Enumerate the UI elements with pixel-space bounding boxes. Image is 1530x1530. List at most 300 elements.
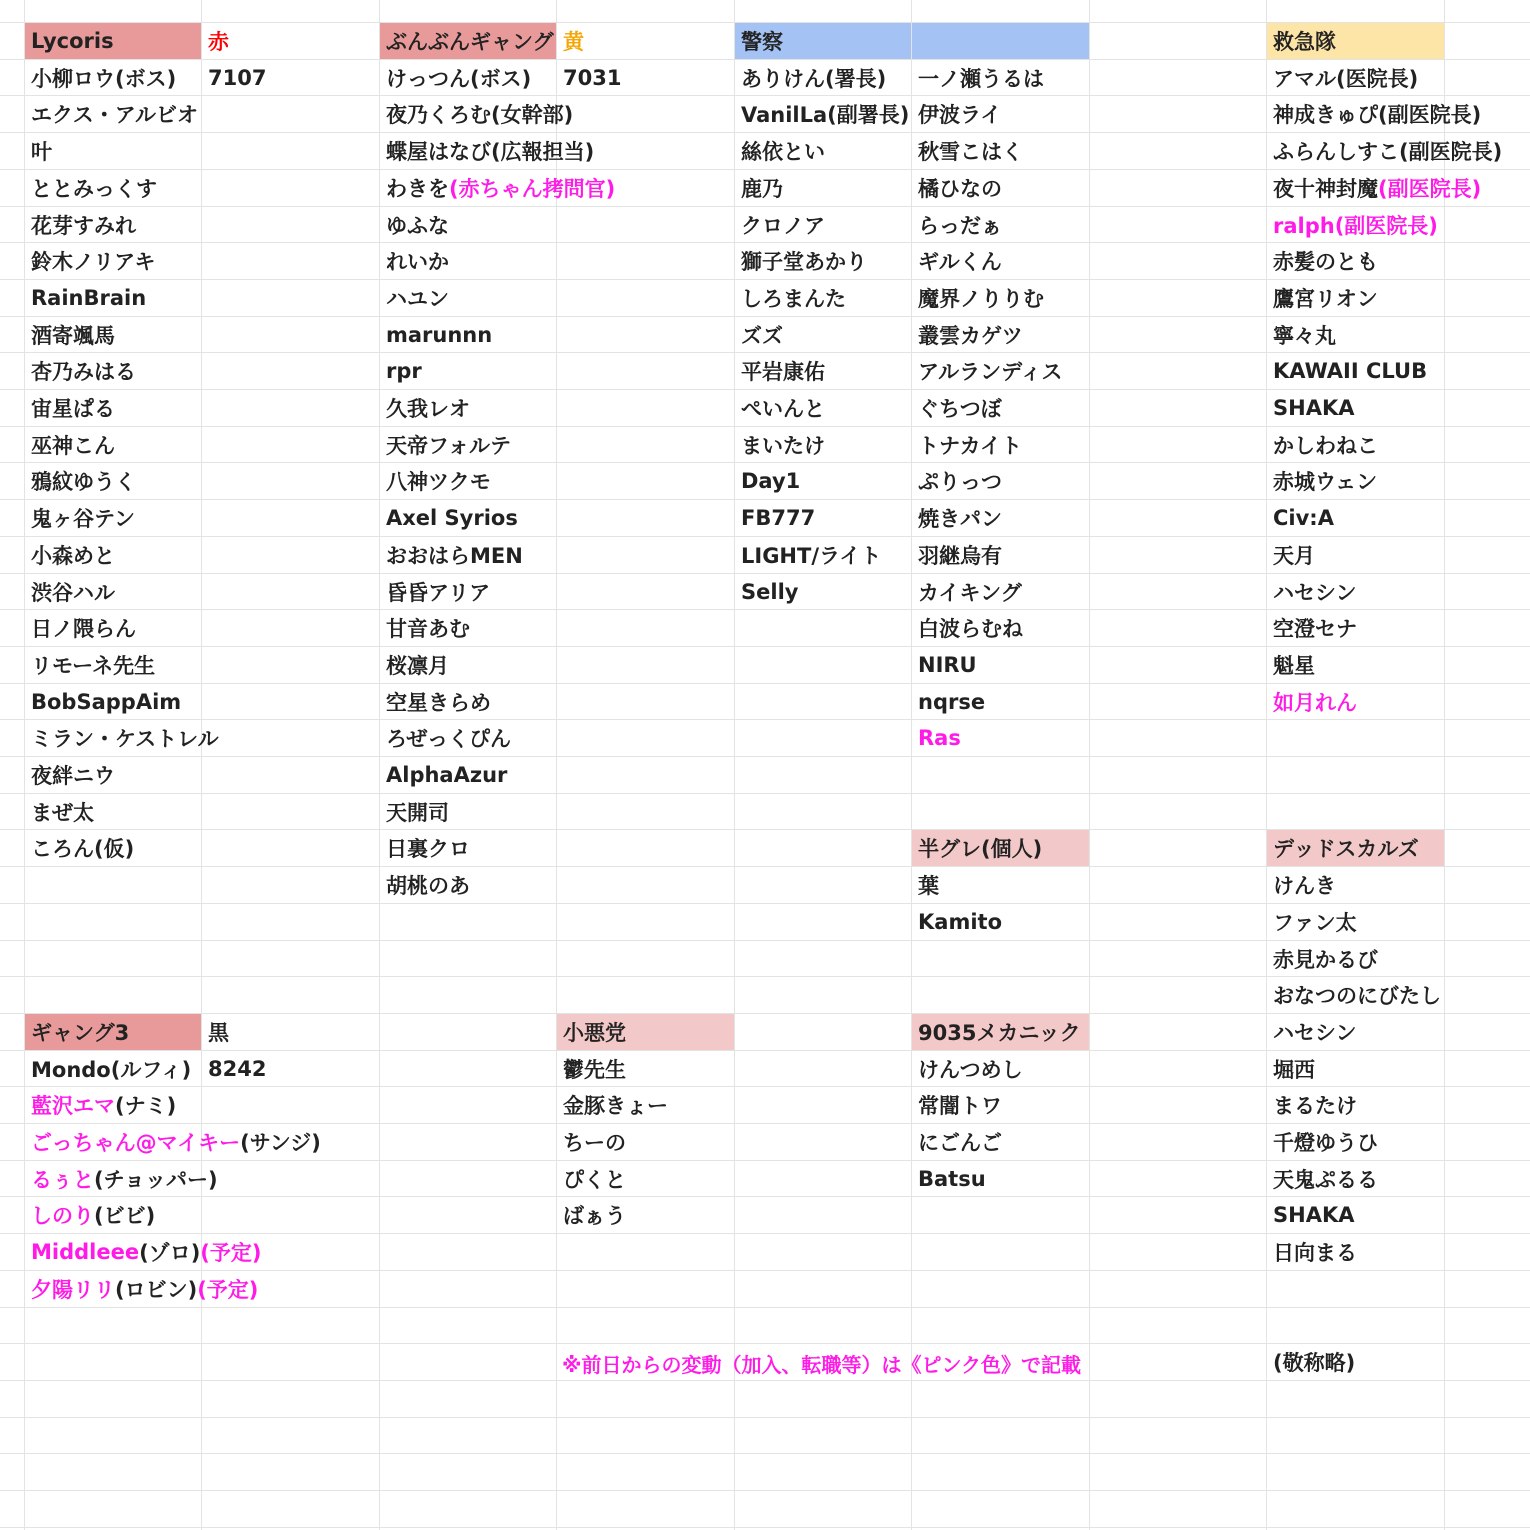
cell-5-11[interactable] [912, 427, 1026, 462]
cell-text: 夜絆ニウ [31, 764, 115, 788]
cell-7-31[interactable] [1267, 1161, 1382, 1196]
cell-text: けっつん(ボス) [386, 66, 532, 91]
cell-3-31[interactable] [557, 1161, 630, 1196]
cell-text: 甘音あむ [386, 617, 470, 641]
cell-text: 空澄セナ [1273, 617, 1357, 641]
cell-text: ばぁう [563, 1204, 626, 1228]
cell-text: クロノア [741, 213, 825, 238]
grid-row-line [0, 1307, 1530, 1308]
cell-3-30[interactable] [557, 1124, 630, 1160]
grid-col-line [1089, 0, 1090, 1530]
cell-5-15[interactable] [912, 574, 1026, 609]
pink-text: るぅと [31, 1167, 94, 1192]
cell-text: かしわねこ [1273, 433, 1378, 458]
cell-2-11[interactable] [380, 427, 515, 462]
cell-text: ぶんぶんギャング [386, 30, 554, 54]
cell-text: (サンジ) [240, 1131, 321, 1155]
cell-text: 赤見かるび [1273, 947, 1378, 972]
cell-0-17[interactable] [25, 647, 159, 683]
cell-text: 黒 [208, 1021, 229, 1045]
cell-7-8[interactable] [1267, 317, 1340, 352]
cell-2-5[interactable] [380, 207, 453, 242]
cell-2-4[interactable] [380, 170, 619, 206]
cell-text: トナカイト [918, 433, 1022, 458]
cell-text: nqrse [918, 689, 986, 714]
cell-0-34[interactable] [25, 1271, 262, 1307]
cell-text: ハセシン [1273, 580, 1357, 605]
cell-5-10[interactable] [912, 390, 1006, 426]
cell-text: 杏乃みはる [31, 360, 136, 384]
cell-text: カイキング [918, 580, 1022, 605]
cell-text: KAWAII CLUB [1273, 359, 1428, 383]
cell-text: おなつのにびたし [1273, 984, 1441, 1008]
cell-text: (チョッパー) [94, 1167, 218, 1192]
cell-text: 小森めと [31, 544, 115, 568]
cell-text: 宙星ぱる [31, 397, 115, 421]
cell-5-4[interactable] [912, 170, 1006, 206]
cell-7-12[interactable] [1267, 463, 1381, 499]
cell-text: ぷりっつ [918, 470, 1002, 494]
cell-text: 堀西 [1273, 1057, 1315, 1082]
cell-text: VanilLa(副署長) [741, 103, 910, 127]
cell-4-4[interactable] [735, 170, 911, 206]
cell-text: 8242 [208, 1056, 267, 1081]
cell-7-32[interactable] [1267, 1197, 1358, 1233]
cell-text: ミラン・ケストレル [31, 727, 219, 751]
cell-7-30[interactable] [1267, 1124, 1382, 1160]
pink-text: 藍沢エマ [31, 1094, 115, 1118]
cell-5-30[interactable] [912, 1124, 1006, 1160]
cell-2-19[interactable] [380, 720, 515, 756]
cell-0-20[interactable] [25, 757, 119, 793]
cell-text: 胡桃のあ [386, 874, 470, 898]
cell-text: ズズ [741, 323, 783, 348]
cell-text: ぺいんと [741, 397, 825, 421]
cell-text: リモーネ先生 [31, 654, 156, 678]
cell-text: marunnn [386, 322, 493, 347]
cell-7-6[interactable] [1267, 243, 1382, 279]
cell-5-31[interactable] [912, 1161, 990, 1196]
grid-row-line [0, 756, 1530, 757]
pink-text: ralph(副医院長) [1273, 213, 1438, 238]
cell-text: 半グレ(個人) [918, 837, 1043, 861]
cell-5-9[interactable] [912, 353, 1066, 389]
cell-0-14[interactable] [25, 537, 119, 573]
cell-0-4[interactable] [25, 170, 161, 206]
cell-text: ぴくと [563, 1167, 626, 1192]
cell-text: ふらんしすこ(副医院長) [1273, 140, 1503, 164]
cell-2-15[interactable] [380, 574, 494, 609]
cell-4-14[interactable] [735, 537, 911, 573]
cell-text: BobSappAim [31, 689, 182, 714]
cell-text: 日裏クロ [386, 837, 470, 861]
cell-text: 叶 [31, 140, 52, 164]
cell-text: アルランディス [918, 360, 1063, 384]
cell-text: 鷹宮リオン [1273, 287, 1378, 311]
cell-text: 魔界ノりりむ [918, 287, 1044, 311]
cell-text: rpr [386, 359, 422, 383]
pink-text: (予定) [197, 1278, 259, 1302]
cell-text: 酒寄颯馬 [31, 323, 115, 348]
cell-2-1[interactable] [380, 60, 556, 95]
cell-5-5[interactable] [912, 207, 1006, 242]
cell-7-36[interactable] [1267, 1344, 1359, 1380]
cell-text: 夜乃くろむ(女幹部) [386, 103, 574, 127]
cell-5-2[interactable] [912, 96, 1005, 132]
grid-row-line [0, 719, 1530, 720]
cell-text: 白波らむね [918, 617, 1023, 641]
cell-text: 夜十神封魔 [1273, 177, 1378, 201]
cell-5-23[interactable] [912, 867, 943, 903]
cell-text: 日ノ隈らん [31, 617, 136, 641]
cell-4-1[interactable] [735, 60, 911, 95]
pink-text: (副医院長) [1378, 177, 1482, 201]
cell-text: デッドスカルズ [1273, 837, 1419, 861]
cell-text: ちーの [563, 1131, 626, 1155]
cell-1-1[interactable] [202, 60, 379, 95]
cell-text: Civ:A [1273, 506, 1334, 530]
legend-note: ※前日からの変動（加入、転職等）は《ピンク色》で記載 [562, 1352, 1082, 1377]
cell-0-7[interactable] [25, 280, 150, 316]
cell-text: 秋雪こはく [918, 140, 1023, 164]
cell-text: (ロビン) [115, 1278, 198, 1302]
cell-text: 叢雲カゲツ [918, 323, 1023, 348]
cell-text: 昏昏アリア [386, 580, 491, 605]
cell-text: ろぜっくぴん [386, 727, 511, 751]
cell-7-23[interactable] [1267, 867, 1340, 903]
cell-0-16[interactable] [25, 610, 140, 646]
cell-5-6[interactable] [912, 243, 1006, 279]
cell-text: 葉 [918, 874, 939, 898]
cell-text: 鹿乃 [741, 177, 783, 201]
cell-text: けんき [1273, 874, 1336, 898]
cell-text: エクス・アルビオ [31, 103, 198, 127]
cell-text: SHAKA [1273, 396, 1355, 420]
cell-0-0[interactable] [25, 23, 201, 59]
cell-text: アマル(医院長) [1273, 66, 1419, 91]
cell-text: わきを [386, 177, 449, 201]
cell-5-17[interactable] [912, 647, 981, 683]
cell-7-16[interactable] [1267, 610, 1361, 646]
cell-text: 巫神こん [31, 433, 115, 458]
cell-text: ころん(仮) [31, 837, 135, 861]
pink-text: 夕陽リリ [31, 1278, 115, 1302]
cell-text: 日向まる [1273, 1241, 1357, 1265]
cell-text: 天鬼ぷるる [1273, 1167, 1378, 1192]
cell-text: まいたけ [741, 433, 825, 458]
cell-0-15[interactable] [25, 574, 119, 609]
pink-text: 如月れん [1273, 690, 1357, 715]
cell-text: 一ノ瀬うるは [918, 66, 1044, 91]
cell-text: 鬼ヶ谷テン [31, 507, 135, 531]
cell-5-19[interactable] [912, 720, 965, 756]
cell-7-13[interactable] [1267, 500, 1338, 536]
cell-5-14[interactable] [912, 537, 1006, 573]
cell-text: 小柳ロウ(ボス) [31, 66, 177, 91]
cell-7-5[interactable] [1267, 207, 1442, 242]
cell-2-22[interactable] [380, 830, 474, 866]
cell-2-13[interactable] [380, 500, 522, 536]
cell-text: (ゾロ) [139, 1241, 201, 1265]
cell-0-32[interactable] [25, 1197, 159, 1233]
cell-text: Mondo(ルフィ) [31, 1057, 192, 1082]
cell-text: 久我レオ [386, 397, 470, 421]
cell-text: (ナミ) [115, 1094, 177, 1118]
cell-0-21[interactable] [25, 794, 98, 829]
pink-text: Middleee [31, 1240, 140, 1264]
cell-0-2[interactable] [25, 96, 202, 132]
cell-text: Kamito [918, 910, 1002, 934]
cell-text: 小悪党 [563, 1021, 626, 1045]
cell-text: Lycoris [31, 29, 114, 53]
cell-text: 渋谷ハル [31, 580, 115, 605]
cell-0-6[interactable] [25, 243, 159, 279]
cell-0-33[interactable] [25, 1234, 266, 1270]
cell-2-3[interactable] [380, 133, 598, 169]
cell-text: Batsu [918, 1166, 986, 1191]
cell-text: FB777 [741, 506, 816, 530]
cell-text: しろまんた [741, 287, 846, 311]
cell-7-0[interactable] [1267, 23, 1444, 59]
cell-0-31[interactable] [25, 1161, 222, 1196]
cell-text: 赤城ウェン [1273, 470, 1378, 494]
cell-3-29[interactable] [557, 1087, 672, 1123]
cell-text: RainBrain [31, 286, 147, 310]
cell-7-29[interactable] [1267, 1087, 1361, 1123]
cell-text: 千燈ゆうひ [1273, 1131, 1378, 1155]
grid-row-line [0, 1490, 1530, 1491]
cell-text: 赤髪のとも [1273, 250, 1378, 274]
cell-0-8[interactable] [25, 317, 119, 352]
cell-text: ありけん(署長) [741, 66, 887, 91]
cell-5-18[interactable] [912, 684, 989, 719]
cell-3-0[interactable] [557, 23, 734, 59]
cell-5-29[interactable] [912, 1087, 1006, 1123]
cell-text: 常闇トワ [918, 1094, 1002, 1118]
cell-4-8[interactable] [735, 317, 911, 352]
cell-4-10[interactable] [735, 390, 911, 426]
cell-5-1[interactable] [912, 60, 1048, 95]
cell-0-5[interactable] [25, 207, 140, 242]
cell-text: 焼きパン [918, 507, 1002, 531]
cell-text: 天帝フォルテ [386, 433, 511, 458]
cell-text: ととみっくす [31, 177, 157, 201]
cell-4-6[interactable] [735, 243, 911, 279]
cell-7-33[interactable] [1267, 1234, 1361, 1270]
cell-2-16[interactable] [380, 610, 474, 646]
cell-text: おおはらMEN [386, 544, 523, 568]
cell-2-8[interactable] [380, 317, 496, 352]
cell-text: 魁星 [1273, 654, 1315, 678]
cell-text: ハユン [386, 287, 449, 311]
cell-text: AlphaAzur [386, 763, 508, 787]
cell-text: ギャング3 [31, 1021, 130, 1045]
cell-1-0[interactable] [202, 23, 379, 59]
cell-7-24[interactable] [1267, 904, 1361, 940]
cell-4-0[interactable] [735, 23, 911, 59]
cell-text: ゆふな [386, 213, 449, 238]
cell-4-15[interactable] [735, 574, 911, 609]
cell-text: 花芽すみれ [31, 213, 136, 238]
cell-5-16[interactable] [912, 610, 1027, 646]
cell-0-30[interactable] [25, 1124, 325, 1160]
cell-5-27[interactable] [912, 1014, 1089, 1050]
cell-0-11[interactable] [25, 427, 119, 462]
cell-text: 黄 [563, 30, 584, 54]
cell-4-9[interactable] [735, 353, 911, 389]
cell-7-2[interactable] [1267, 96, 1485, 132]
cell-0-12[interactable] [25, 463, 140, 499]
cell-2-23[interactable] [380, 867, 474, 903]
cell-7-7[interactable] [1267, 280, 1382, 316]
cell-2-9[interactable] [380, 353, 426, 389]
cell-text: れいか [386, 250, 449, 274]
cell-text: Selly [741, 579, 799, 604]
cell-2-12[interactable] [380, 463, 495, 499]
cell-5-7[interactable] [912, 280, 1048, 316]
cell-2-0[interactable] [380, 23, 556, 59]
cell-7-3[interactable] [1267, 133, 1506, 169]
cell-text: けんつめし [918, 1057, 1023, 1082]
cell-text: SHAKA [1273, 1203, 1355, 1227]
cell-7-18[interactable] [1267, 684, 1361, 719]
cell-5-22[interactable] [912, 830, 1089, 866]
cell-text: NIRU [918, 653, 977, 677]
cell-0-1[interactable] [25, 60, 201, 95]
cell-text: 9035メカニック [918, 1021, 1081, 1045]
cell-text: 赤 [208, 30, 229, 54]
cell-text: 桜凛月 [386, 654, 449, 678]
grid-row-line [0, 1417, 1530, 1418]
cell-7-25[interactable] [1267, 941, 1382, 976]
cell-5-8[interactable] [912, 317, 1027, 352]
cell-7-11[interactable] [1267, 427, 1382, 462]
cell-text: 神成きゅぴ(副医院長) [1273, 103, 1482, 127]
cell-2-17[interactable] [380, 647, 453, 683]
cell-4-13[interactable] [735, 500, 911, 536]
cell-0-27[interactable] [25, 1014, 201, 1050]
cell-7-27[interactable] [1267, 1014, 1360, 1050]
cell-2-18[interactable] [380, 684, 495, 719]
cell-7-26[interactable] [1267, 977, 1445, 1013]
cell-7-4[interactable] [1267, 170, 1485, 206]
cell-4-11[interactable] [735, 427, 911, 462]
cell-text: 蝶屋はなび(広報担当) [386, 140, 595, 164]
cell-text: ファン太 [1273, 911, 1357, 935]
cell-4-2[interactable] [735, 96, 911, 132]
cell-7-22[interactable] [1267, 830, 1444, 866]
grid-row-line [0, 1453, 1530, 1454]
cell-1-28[interactable] [202, 1051, 270, 1086]
cell-text: 鴉紋ゆうく [31, 470, 136, 494]
cell-text: 空星きらめ [386, 690, 491, 715]
cell-0-3[interactable] [25, 133, 56, 169]
cell-text: らっだぁ [918, 213, 1002, 238]
cell-0-19[interactable] [25, 720, 223, 756]
cell-7-15[interactable] [1267, 574, 1360, 609]
grid-row-line [0, 793, 1530, 794]
cell-text: ハセシン [1273, 1021, 1357, 1045]
cell-7-14[interactable] [1267, 537, 1319, 573]
cell-text: 絲依とい [741, 140, 825, 164]
cell-2-10[interactable] [380, 390, 474, 426]
cell-4-7[interactable] [735, 280, 911, 316]
cell-7-1[interactable] [1267, 60, 1422, 95]
cell-text: (ビビ) [94, 1204, 156, 1228]
cell-text: 救急隊 [1273, 30, 1336, 54]
cell-text: 橘ひなの [918, 177, 1002, 201]
pink-text: ごっちゃん@マイキー [31, 1131, 241, 1155]
cell-7-28[interactable] [1267, 1051, 1319, 1086]
cell-text: 天開司 [386, 800, 449, 825]
cell-4-5[interactable] [735, 207, 911, 242]
cell-0-13[interactable] [25, 500, 139, 536]
cell-0-28[interactable] [25, 1051, 201, 1086]
cell-2-20[interactable] [380, 757, 511, 793]
cell-7-10[interactable] [1267, 390, 1358, 426]
cell-5-0[interactable] [912, 23, 1089, 59]
cell-2-6[interactable] [380, 243, 453, 279]
cell-text: Day1 [741, 469, 801, 493]
cell-3-32[interactable] [557, 1197, 630, 1233]
cell-0-29[interactable] [25, 1087, 180, 1123]
cell-text: 羽継烏有 [918, 544, 1002, 568]
cell-0-10[interactable] [25, 390, 119, 426]
cell-text: 八神ツクモ [386, 470, 491, 494]
cell-0-9[interactable] [25, 353, 140, 389]
cell-text: 獅子堂あかり [741, 250, 867, 274]
pink-text: (予定) [200, 1241, 262, 1265]
cell-3-1[interactable] [557, 60, 734, 95]
cell-text: 天月 [1273, 544, 1315, 568]
pink-text: Ras [918, 726, 961, 750]
cell-4-3[interactable] [735, 133, 911, 169]
cell-5-13[interactable] [912, 500, 1006, 536]
cell-text: まるたけ [1273, 1094, 1357, 1118]
cell-text: 伊波ライ [918, 103, 1002, 127]
grid-row-line [0, 1527, 1530, 1528]
pink-text: しのり [31, 1204, 94, 1228]
cell-7-9[interactable] [1267, 353, 1431, 389]
cell-2-2[interactable] [380, 96, 577, 132]
grid-col-line [1444, 0, 1445, 1530]
cell-7-17[interactable] [1267, 647, 1319, 683]
cell-text: まぜ太 [31, 800, 94, 825]
cell-text: 7107 [208, 65, 267, 90]
cell-0-22[interactable] [25, 830, 138, 866]
cell-5-3[interactable] [912, 133, 1027, 169]
cell-text: 鈴木ノリアキ [31, 250, 156, 274]
cell-5-12[interactable] [912, 463, 1006, 499]
cell-0-18[interactable] [25, 684, 185, 719]
grid-col-line [556, 0, 557, 1530]
cell-3-27[interactable] [557, 1014, 734, 1050]
cell-1-27[interactable] [202, 1014, 233, 1050]
cell-2-14[interactable] [380, 537, 527, 573]
cell-text: ギルくん [918, 250, 1002, 274]
cell-4-12[interactable] [735, 463, 911, 499]
cell-3-28[interactable] [557, 1051, 630, 1086]
cell-5-28[interactable] [912, 1051, 1027, 1086]
cell-2-7[interactable] [380, 280, 453, 316]
cell-2-21[interactable] [380, 794, 453, 829]
cell-5-24[interactable] [912, 904, 1006, 940]
cell-text: ぐちつぼ [918, 397, 1002, 421]
cell-text: にごんご [918, 1131, 1002, 1155]
pink-text: (赤ちゃん拷問官) [449, 177, 616, 201]
cell-text: 金豚きょー [563, 1094, 668, 1118]
cell-text: LIGHT/ライト [741, 544, 882, 568]
